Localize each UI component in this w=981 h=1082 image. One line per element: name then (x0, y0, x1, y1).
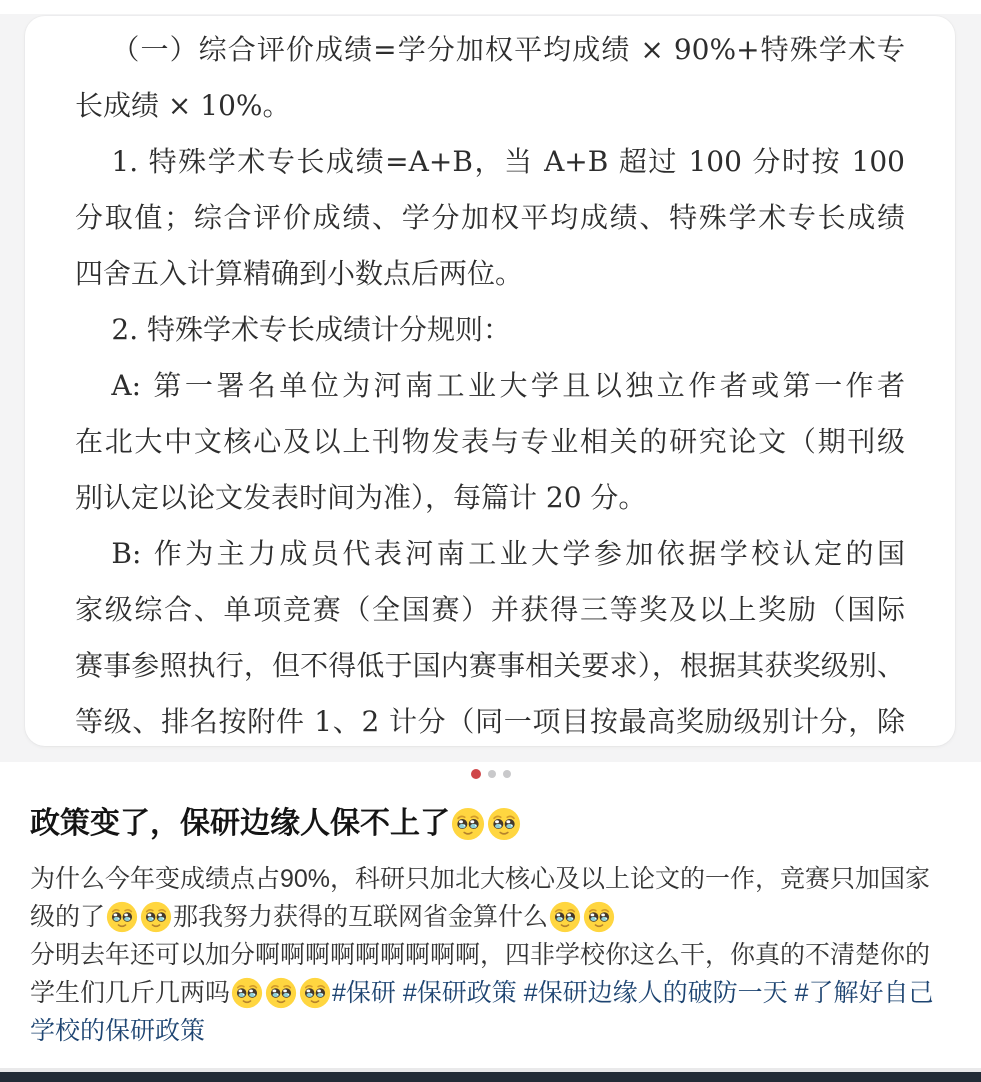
hashtag-link[interactable]: #保研政策 (402, 979, 517, 1007)
teary-pleading-face-emoji (549, 901, 581, 933)
document-line: 长成绩 × 10%。 (75, 89, 291, 122)
carousel-image-document[interactable] (25, 16, 955, 746)
hashtag-link[interactable]: #保研 (332, 979, 396, 1007)
carousel-dot-3[interactable] (503, 770, 511, 778)
document-line: 别认定以论文发表时间为准），每篇计 20 分。 (75, 481, 647, 514)
teary-pleading-face-emoji (583, 901, 615, 933)
document-line: A: 第一署名单位为河南工业大学且以独立作者或第一作者 (111, 369, 905, 402)
teary-pleading-face-emoji (451, 807, 485, 841)
document-line: 等级、排名按附件 1、2 计分（同一项目按最高奖励级别计分，除 (75, 705, 905, 738)
document-line: 2. 特殊学术专长成绩计分规则： (111, 313, 512, 346)
caption-text: 那我努力获得的互联网省金算什么 (173, 903, 549, 931)
carousel-dot-1[interactable] (471, 769, 481, 779)
hashtag-link[interactable]: #了解好自己学校的保研政策 (30, 979, 934, 1045)
caption-text: 分明去年还可以加分啊啊啊啊啊啊啊啊啊，四非学校你这么干，你真的不清楚你的学生们几斤几两吗 (30, 941, 931, 1007)
teary-pleading-face-emoji (299, 977, 331, 1009)
document-line: B: 作为主力成员代表河南工业大学参加依据学校认定的国 (111, 537, 905, 570)
document-line: （一）综合评价成绩=学分加权平均成绩 × 90%+特殊学术专 (111, 33, 905, 66)
teary-pleading-face-emoji (487, 807, 521, 841)
carousel-dot-2[interactable] (488, 770, 496, 778)
document-line: 1. 特殊学术专长成绩=A+B，当 A+B 超过 100 分时按 100 (111, 145, 905, 178)
caption-text (517, 979, 524, 1007)
document-page (75, 22, 905, 746)
teary-pleading-face-emoji (106, 901, 138, 933)
teary-pleading-face-emoji (140, 901, 172, 933)
document-line: 在北大中文核心及以上刊物发表与专业相关的研究论文（期刊级 (75, 425, 905, 458)
screen-bottom-bar (0, 1072, 981, 1082)
caption-text: 政策变了，保研边缘人保不上了 (30, 807, 450, 840)
document-line: 赛事参照执行，但不得低于国内赛事相关要求），根据其获奖级别、 (75, 649, 905, 682)
caption-text (788, 979, 795, 1007)
carousel-pagination (0, 769, 981, 779)
document-line: 分取值；综合评价成绩、学分加权平均成绩、特殊学术专长成绩 (75, 201, 905, 234)
hashtag-link[interactable]: #保研边缘人的破防一天 (523, 979, 788, 1007)
teary-pleading-face-emoji (265, 977, 297, 1009)
teary-pleading-face-emoji (231, 977, 263, 1009)
caption-text: 为什么今年变成绩点占90%，科研只加北大核心及以上论文的一作，竞赛只加国家级的了 (30, 865, 931, 931)
document-line: 家级综合、单项竞赛（全国赛）并获得三等奖及以上奖励（国际 (75, 593, 905, 626)
caption-text (396, 979, 403, 1007)
post-body (30, 860, 952, 1050)
document-line: 四舍五入计算精确到小数点后两位。 (75, 257, 524, 290)
post-title (30, 804, 952, 844)
